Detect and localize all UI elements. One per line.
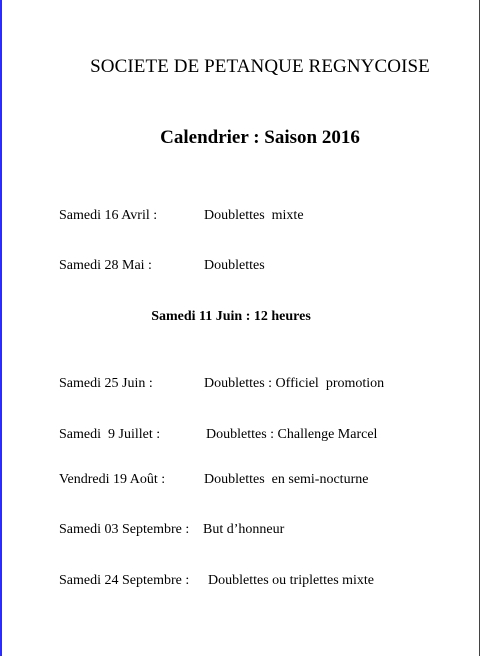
season-title: Calendrier : Saison 2016 (160, 127, 360, 148)
event-date: Samedi 03 Septembre : (59, 522, 190, 537)
event-description: Doublettes (204, 258, 265, 273)
event-date: Samedi 24 Septembre : (59, 573, 190, 588)
event-date: Samedi 25 Juin : (59, 376, 153, 391)
event-date: Samedi 9 Juillet : (59, 427, 161, 442)
event-description: Doublettes : Officiel promotion (204, 376, 385, 391)
event-date: Samedi 28 Mai : (59, 258, 152, 273)
event-description: Doublettes : Challenge Marcel (206, 427, 378, 442)
event-description: Doublettes en semi-nocturne (204, 472, 369, 487)
event-date: Samedi 16 Avril : (59, 208, 158, 223)
event-description: But d’honneur (203, 522, 285, 537)
organization-title: SOCIETE DE PETANQUE REGNYCOISE (90, 56, 430, 77)
highlight-event: Samedi 11 Juin : 12 heures (151, 309, 311, 324)
event-date: Vendredi 19 Août : (59, 472, 166, 487)
event-description: Doublettes ou triplettes mixte (208, 573, 375, 588)
event-description: Doublettes mixte (204, 208, 304, 223)
